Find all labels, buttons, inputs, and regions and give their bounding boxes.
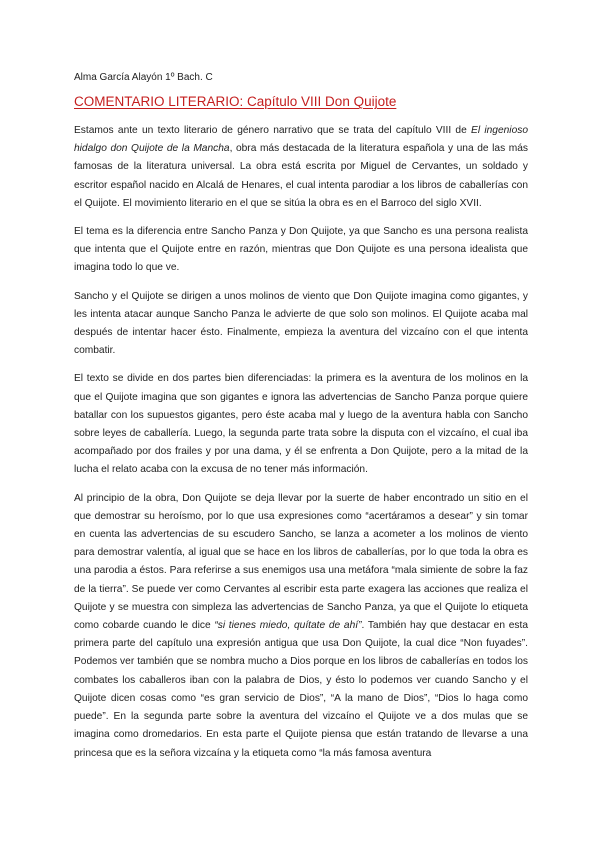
paragraph-structure: El texto se divide en dos partes bien diferenciadas: la primera es la aventura de los molinos en la que el Quijote imagina que son gigantes e ignora las advertencias de Sancho Panza porque quiere batallar con los supuestos gigantes, pero éste acaba mal y luego de la aventura habla con Sancho sobre leyes de caballería. Luego, la segunda parte trata sobre la disputa con el vizcaíno, el cual iba acompañado por dos frailes y por una dama, y él se enfrenta a Don Quijote, pero a la mitad de la lucha el relato acaba con la excusa de no tener más información. <box>74 373 528 476</box>
paragraph-summary: Sancho y el Quijote se dirigen a unos molinos de viento que Don Quijote imagina como gigantes, y les intenta atacar aunque Sancho Panza le advierte de que solo son molinos. El Quijote acaba mal después de intentar hacer ésto. Finalmente, empieza la aventura del vizcaíno con el que intenta combatir. <box>74 290 528 357</box>
quote-italic: “si tienes miedo, quítate de ahí” <box>214 620 362 632</box>
paragraph-intro <box>74 122 528 213</box>
paragraph-intro-text-1: Estamos ante un texto literario de género narrativo que se trata del capítulo VIII de <box>74 125 472 136</box>
paragraph-analysis <box>74 490 528 763</box>
paragraph-analysis-text-2: . También hay que destacar en esta primera parte del capítulo una expresión antigua que usa Don Quijote, la cual dice “Non fuyades”. Podemos ver también que se nombra mucho a Dios porque en los libros de caballerías en todos los combates los caballeros iban con la palabra de Dios, y ésto lo podemos ver cuando Sancho y el Quijote dicen cosas como “es gran servicio de Dios”, “A la mano de Dios”, “Dios lo haga como puede”. En la segunda parte sobre la aventura del vizcaíno el Quijote ve a dos mulas que se imagina como dromedarios. En esta parte el Quijote piensa que están tratando de llevarse a una princesa que es la señora vizcaína y la etiqueta como “la más famosa aventura <box>74 620 528 759</box>
author-line: Alma García Alayón 1º Bach. C <box>74 72 213 83</box>
paragraph-theme: El tema es la diferencia entre Sancho Panza y Don Quijote, ya que Sancho es una persona realista que intenta que el Quijote entre en razón, mientras que Don Quijote es una persona idealista que imagina todo lo que ve. <box>74 226 528 274</box>
paragraph-analysis-text-1: Al principio de la obra, Don Quijote se deja llevar por la suerte de haber encontrado un sitio en el que demostrar su heroísmo, por lo que usa expresiones como “acertáramos a desear” y sin tomar en cuenta las advertencias de su escudero Sancho, se lanza a acometer a los molinos de viento para demostrar valentía, al igual que se hace en los libros de caballerías, por lo que toda la obra es una parodia a éstos. Para referirse a sus enemigos usa una metáfora “mala simiente de sobre la faz de la tierra”. Se puede ver como Cervantes al escribir esta parte exagera las acciones que realiza el Quijote y se muestra con simpleza las advertencias de Sancho Panza, ya que el Quijote lo etiqueta como cobarde cuando le dice <box>74 492 528 632</box>
document-page <box>74 70 528 773</box>
paragraph-intro-text-2: , obra más destacada de la literatura española y una de las más famosas de la literatura universal. La obra está escrita por Miguel de Cervantes, un soldado y escritor español nacido en Alcalá de Henares, el cual intenta parodiar a los libros de caballerías con el Quijote. El movimiento literario en el que se sitúa la obra es en el Barroco del siglo XVII. <box>74 143 528 209</box>
document-title: COMENTARIO LITERARIO: Capítulo VIII Don Quijote <box>74 94 397 109</box>
book-title-italic: El ingenioso hidalgo don Quijote de la Mancha <box>74 125 528 155</box>
